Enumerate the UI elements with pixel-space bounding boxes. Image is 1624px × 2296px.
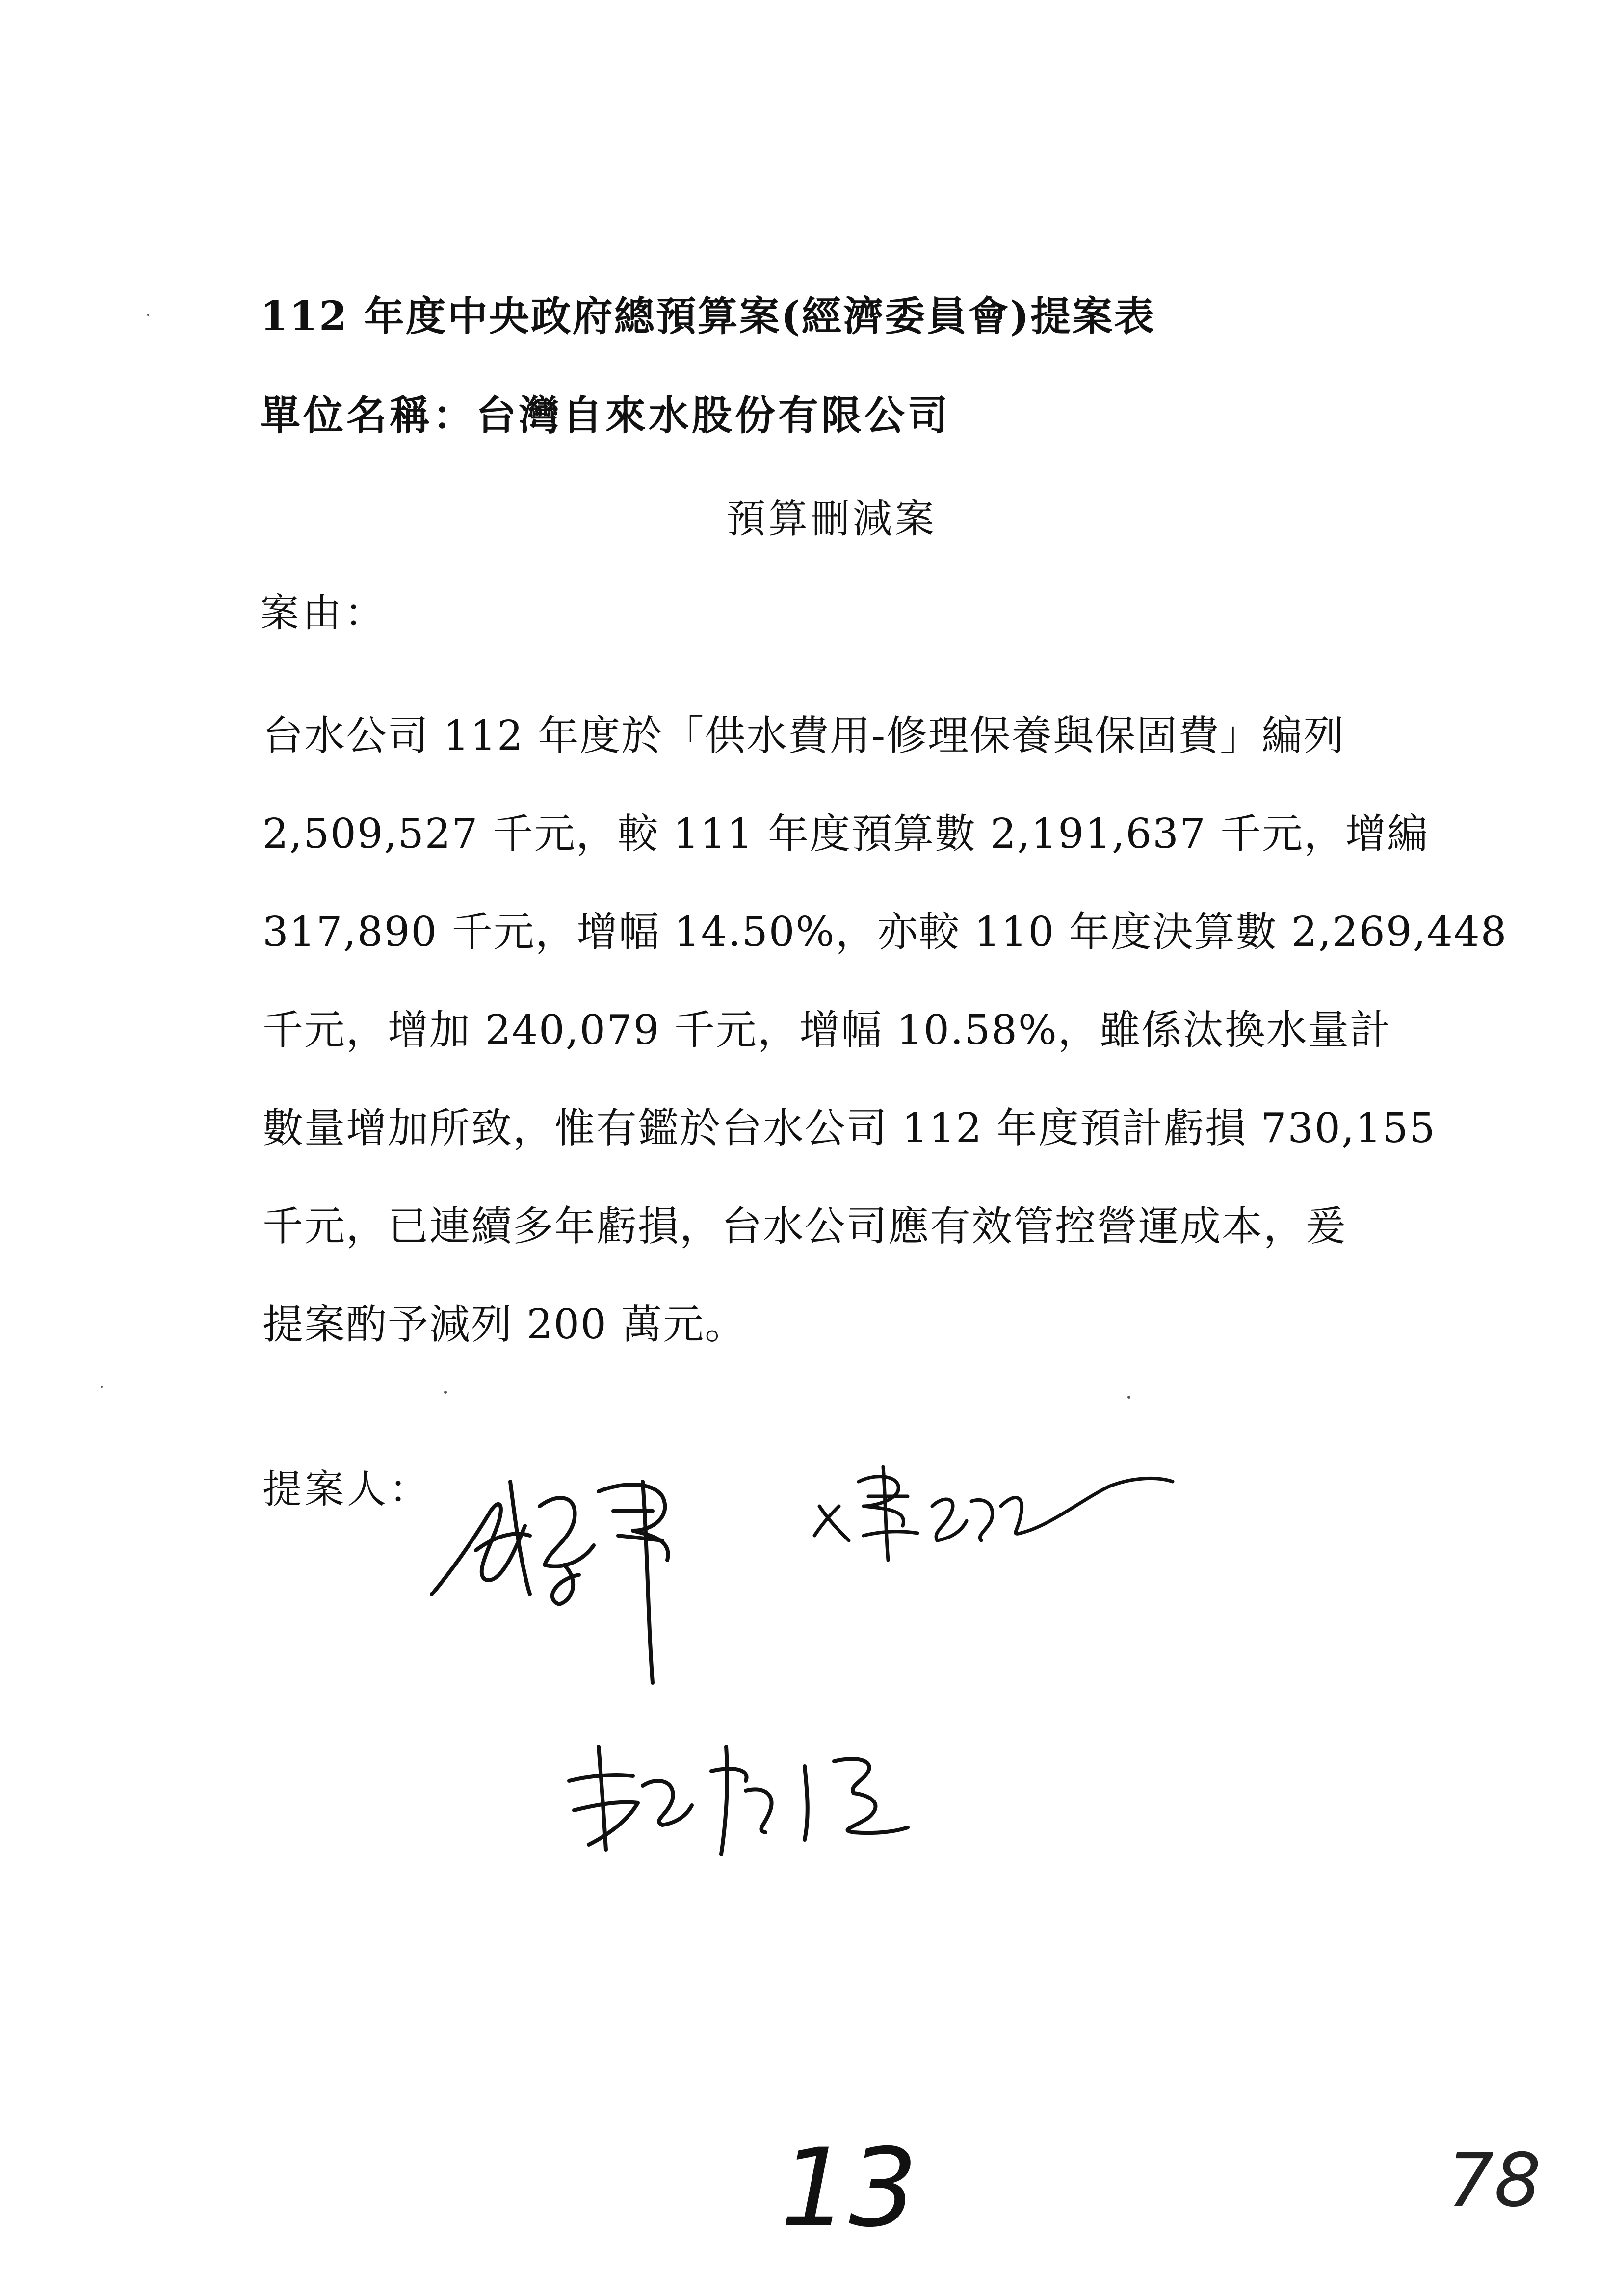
proposer-label: 提案人： bbox=[262, 1466, 431, 1512]
scan-speck bbox=[444, 1391, 447, 1394]
page-number: 13 bbox=[780, 2125, 917, 2251]
proposal-body bbox=[262, 687, 1508, 1374]
corner-page-number: 78 bbox=[1447, 2138, 1541, 2223]
signature-2 bbox=[805, 1452, 1178, 1580]
body-line: 317,890 千元，增幅 14.50%，亦較 110 年度決算數 2,269,448 bbox=[262, 908, 1508, 956]
body-line: 提案酌予減列 200 萬元。 bbox=[262, 1301, 747, 1348]
scan-speck bbox=[147, 314, 149, 316]
body-line: 數量增加所致，惟有鑑於台水公司 112 年度預計虧損 730,155 bbox=[262, 1104, 1436, 1152]
document-title: 112 年度中央政府總預算案(經濟委員會)提案表 bbox=[260, 293, 1156, 340]
signature-1 bbox=[417, 1452, 760, 1688]
body-line: 2,509,527 千元，較 111 年度預算數 2,191,637 千元，增編 bbox=[262, 810, 1429, 858]
signature-3 bbox=[559, 1727, 932, 1874]
proposal-heading: 預算刪減案 bbox=[726, 496, 937, 542]
scan-speck bbox=[101, 1386, 103, 1388]
scan-speck bbox=[1127, 1396, 1130, 1399]
reason-label: 案由： bbox=[260, 590, 387, 636]
body-line: 千元，已連續多年虧損，台水公司應有效管控營運成本，爰 bbox=[262, 1202, 1347, 1250]
unit-name: 單位名稱：台灣自來水股份有限公司 bbox=[260, 392, 951, 439]
body-line: 台水公司 112 年度於「供水費用-修理保養與保固費」編列 bbox=[262, 712, 1345, 759]
body-line: 千元，增加 240,079 千元，增幅 10.58%，雖係汰換水量計 bbox=[262, 1006, 1391, 1054]
